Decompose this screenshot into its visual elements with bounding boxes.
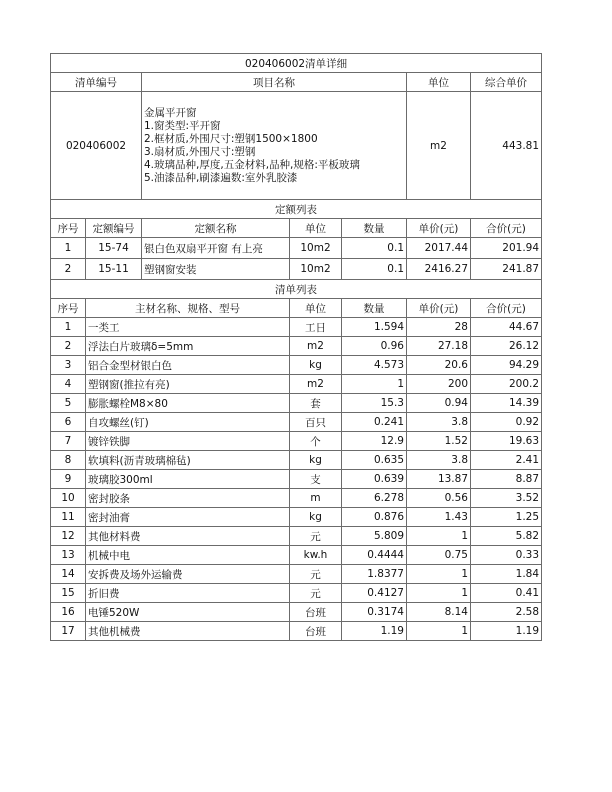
material-unit: kg: [290, 451, 342, 470]
material-qty: 1.8377: [342, 565, 407, 584]
material-unit: 个: [290, 432, 342, 451]
material-no: 6: [51, 413, 86, 432]
material-name: 其他材料费: [86, 527, 290, 546]
material-name: 塑钢窗(推拉有亮): [86, 375, 290, 394]
material-qty: 4.573: [342, 356, 407, 375]
material-no: 14: [51, 565, 86, 584]
material-qty: 12.9: [342, 432, 407, 451]
material-price: 1.43: [407, 508, 471, 527]
quota-qty: 0.1: [342, 238, 407, 259]
material-unit: m: [290, 489, 342, 508]
material-header-total: 合价(元): [471, 299, 542, 318]
material-price: 28: [407, 318, 471, 337]
material-total: 1.19: [471, 622, 542, 641]
material-row: [51, 356, 542, 375]
material-no: 10: [51, 489, 86, 508]
material-total: 1.25: [471, 508, 542, 527]
material-unit: 元: [290, 584, 342, 603]
quota-header-code: 定额编号: [86, 219, 142, 238]
material-total: 2.58: [471, 603, 542, 622]
material-no: 7: [51, 432, 86, 451]
material-row: [51, 508, 542, 527]
material-name: 电锤520W: [86, 603, 290, 622]
material-row: [51, 489, 542, 508]
material-no: 13: [51, 546, 86, 565]
material-unit: kg: [290, 356, 342, 375]
material-price: 0.94: [407, 394, 471, 413]
material-unit: 工日: [290, 318, 342, 337]
material-qty: 5.809: [342, 527, 407, 546]
material-total: 8.87: [471, 470, 542, 489]
material-price: 200: [407, 375, 471, 394]
quota-header-no: 序号: [51, 219, 86, 238]
material-price: 1: [407, 565, 471, 584]
desc-line: 5.油漆品种,刷漆遍数:室外乳胶漆: [144, 171, 298, 184]
material-row: [51, 470, 542, 489]
material-no: 9: [51, 470, 86, 489]
quota-code: 15-74: [86, 238, 142, 259]
material-total: 19.63: [471, 432, 542, 451]
material-name: 其他机械费: [86, 622, 290, 641]
material-total: 14.39: [471, 394, 542, 413]
material-qty: 0.4127: [342, 584, 407, 603]
material-row: [51, 375, 542, 394]
material-unit: m2: [290, 375, 342, 394]
quota-row: [51, 238, 542, 259]
material-no: 4: [51, 375, 86, 394]
table-title: 020406002清单详细: [51, 54, 542, 73]
material-unit: 套: [290, 394, 342, 413]
material-no: 17: [51, 622, 86, 641]
material-row: [51, 337, 542, 356]
desc-line: 2.框材质,外围尺寸:塑钢1500×1800: [144, 132, 318, 145]
quota-name: 塑钢窗安装: [142, 259, 290, 280]
quota-header-price: 单价(元): [407, 219, 471, 238]
material-row: [51, 527, 542, 546]
material-header-name: 主材名称、规格、型号: [86, 299, 290, 318]
material-name: 自攻螺丝(钉): [86, 413, 290, 432]
material-no: 12: [51, 527, 86, 546]
material-qty: 6.278: [342, 489, 407, 508]
material-row: [51, 565, 542, 584]
material-unit: kg: [290, 508, 342, 527]
material-unit: 台班: [290, 603, 342, 622]
material-name: 机械中电: [86, 546, 290, 565]
quota-name: 银白色双扇平开窗 有上亮: [142, 238, 290, 259]
material-qty: 1: [342, 375, 407, 394]
material-qty: 15.3: [342, 394, 407, 413]
material-total: 1.84: [471, 565, 542, 584]
quota-price: 2416.27: [407, 259, 471, 280]
material-total: 0.41: [471, 584, 542, 603]
material-name: 安拆费及场外运输费: [86, 565, 290, 584]
material-price: 8.14: [407, 603, 471, 622]
material-name: 浮法白片玻璃δ=5mm: [86, 337, 290, 356]
quota-unit: 10m2: [290, 259, 342, 280]
material-name: 密封油膏: [86, 508, 290, 527]
quota-code: 15-11: [86, 259, 142, 280]
material-row: [51, 603, 542, 622]
material-qty: 0.241: [342, 413, 407, 432]
material-name: 密封胶条: [86, 489, 290, 508]
material-no: 3: [51, 356, 86, 375]
material-row: [51, 451, 542, 470]
material-header-price: 单价(元): [407, 299, 471, 318]
quota-header-total: 合价(元): [471, 219, 542, 238]
quota-header-qty: 数量: [342, 219, 407, 238]
material-unit: 支: [290, 470, 342, 489]
quota-unit: 10m2: [290, 238, 342, 259]
material-row: [51, 546, 542, 565]
material-price: 3.8: [407, 451, 471, 470]
header-unit-price: 综合单价: [471, 73, 542, 92]
material-unit: 元: [290, 527, 342, 546]
material-header-unit: 单位: [290, 299, 342, 318]
material-no: 15: [51, 584, 86, 603]
quota-price: 2017.44: [407, 238, 471, 259]
material-total: 94.29: [471, 356, 542, 375]
quota-total: 241.87: [471, 259, 542, 280]
material-name: 折旧费: [86, 584, 290, 603]
material-qty: 0.635: [342, 451, 407, 470]
bill-code: 020406002: [51, 92, 142, 200]
material-qty: 0.4444: [342, 546, 407, 565]
material-total: 0.92: [471, 413, 542, 432]
material-qty: 1.594: [342, 318, 407, 337]
material-total: 200.2: [471, 375, 542, 394]
material-total: 44.67: [471, 318, 542, 337]
material-name: 膨胀螺栓M8×80: [86, 394, 290, 413]
bill-price: 443.81: [471, 92, 542, 200]
material-row: [51, 413, 542, 432]
material-name: 镀锌铁脚: [86, 432, 290, 451]
material-unit: kw.h: [290, 546, 342, 565]
material-header-qty: 数量: [342, 299, 407, 318]
material-total: 5.82: [471, 527, 542, 546]
material-price: 27.18: [407, 337, 471, 356]
material-qty: 0.3174: [342, 603, 407, 622]
material-unit: 百只: [290, 413, 342, 432]
material-no: 11: [51, 508, 86, 527]
material-unit: m2: [290, 337, 342, 356]
material-total: 3.52: [471, 489, 542, 508]
desc-line: 金属平开窗: [144, 106, 197, 119]
quota-total: 201.94: [471, 238, 542, 259]
material-row: [51, 432, 542, 451]
quota-no: 2: [51, 259, 86, 280]
material-qty: 1.19: [342, 622, 407, 641]
material-unit: 元: [290, 565, 342, 584]
material-section-title: 清单列表: [51, 280, 542, 299]
material-row: [51, 318, 542, 337]
material-name: 软填料(沥青玻璃棉毡): [86, 451, 290, 470]
material-no: 16: [51, 603, 86, 622]
material-no: 8: [51, 451, 86, 470]
quota-qty: 0.1: [342, 259, 407, 280]
material-price: 0.56: [407, 489, 471, 508]
material-header-no: 序号: [51, 299, 86, 318]
material-no: 2: [51, 337, 86, 356]
material-price: 20.6: [407, 356, 471, 375]
material-row: [51, 394, 542, 413]
desc-line: 1.窗类型:平开窗: [144, 119, 221, 132]
material-price: 13.87: [407, 470, 471, 489]
quota-section-title: 定额列表: [51, 200, 542, 219]
material-price: 3.8: [407, 413, 471, 432]
material-total: 0.33: [471, 546, 542, 565]
material-name: 玻璃胶300ml: [86, 470, 290, 489]
material-price: 1.52: [407, 432, 471, 451]
bill-detail-table: [50, 53, 542, 641]
material-price: 0.75: [407, 546, 471, 565]
quota-row: [51, 259, 542, 280]
desc-line: 4.玻璃品种,厚度,五金材料,品种,规格:平板玻璃: [144, 158, 360, 171]
material-row: [51, 584, 542, 603]
quota-header-name: 定额名称: [142, 219, 290, 238]
material-price: 1: [407, 584, 471, 603]
material-qty: 0.639: [342, 470, 407, 489]
material-total: 2.41: [471, 451, 542, 470]
header-unit: 单位: [407, 73, 471, 92]
header-item-name: 项目名称: [142, 73, 407, 92]
material-row: [51, 622, 542, 641]
material-price: 1: [407, 527, 471, 546]
material-name: 一类工: [86, 318, 290, 337]
material-no: 5: [51, 394, 86, 413]
material-qty: 0.876: [342, 508, 407, 527]
bill-description: [142, 92, 407, 200]
material-name: 铝合金型材银白色: [86, 356, 290, 375]
material-no: 1: [51, 318, 86, 337]
material-unit: 台班: [290, 622, 342, 641]
header-bill-code: 清单编号: [51, 73, 142, 92]
desc-line: 3.扇材质,外围尺寸:塑钢: [144, 145, 256, 158]
quota-no: 1: [51, 238, 86, 259]
material-total: 26.12: [471, 337, 542, 356]
bill-unit: m2: [407, 92, 471, 200]
quota-header-unit: 单位: [290, 219, 342, 238]
material-price: 1: [407, 622, 471, 641]
material-qty: 0.96: [342, 337, 407, 356]
